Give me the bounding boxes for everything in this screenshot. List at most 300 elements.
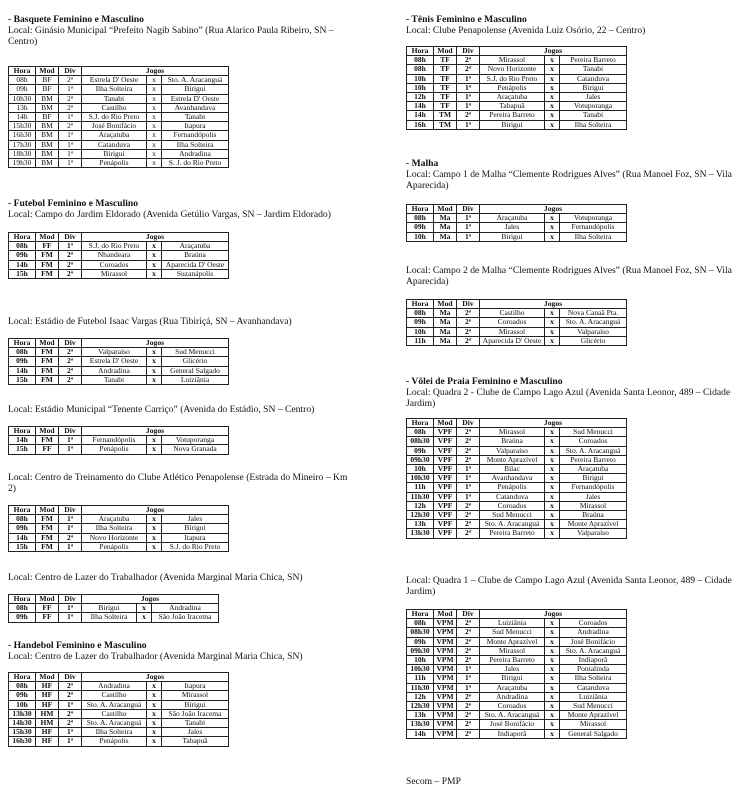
cell-team-a: Monte Aprazível (480, 637, 545, 646)
header-hora: Hora (407, 300, 434, 309)
cell-team-b: Mirassol (560, 720, 627, 729)
cell-mod: BM (36, 159, 59, 168)
malha-header (406, 158, 742, 191)
cell-hora: 08h (407, 309, 434, 318)
header-hora: Hora (407, 419, 434, 428)
cell-team-a: Aparecida D' Oeste (480, 336, 545, 345)
cell-div: 1ª (59, 542, 82, 551)
cell-hora: 10h (407, 83, 434, 92)
cell-mod: BM (36, 94, 59, 103)
cell-hora: 08h (9, 515, 36, 524)
table-row (9, 260, 229, 269)
cell-team-a: Birigui (480, 120, 545, 129)
cell-team-b: Itapura (162, 122, 229, 131)
cell-mod: FM (36, 436, 59, 445)
cell-mod: FM (36, 524, 59, 533)
cell-mod: VPF (434, 483, 457, 492)
cell-team-a: Araçatuba (480, 214, 545, 223)
cell-team-b: Aparecida D' Oeste (162, 260, 229, 269)
cell-vs: x (545, 637, 560, 646)
cell-mod: HF (36, 728, 59, 737)
cell-mod: Ma (434, 214, 457, 223)
cell-vs: x (545, 309, 560, 318)
cell-vs: x (545, 214, 560, 223)
cell-mod: VPM (434, 646, 457, 655)
cell-hora: 11h (407, 336, 434, 345)
cell-team-b: Andradina (162, 149, 229, 158)
cell-hora: 14h (9, 113, 36, 122)
cell-hora: 09h (407, 446, 434, 455)
cell-team-b: Birigui (560, 474, 627, 483)
table-row (407, 232, 627, 241)
cell-hora: 08h (9, 682, 36, 691)
cell-hora: 08h (9, 604, 36, 613)
cell-team-b: José Bonifácio (560, 637, 627, 646)
schedule-table (8, 232, 229, 279)
cell-div: 2ª (59, 76, 82, 85)
cell-team-a: Nhandeara (82, 251, 147, 260)
cell-team-a: Ilha Solteira (82, 524, 147, 533)
cell-mod: TM (434, 120, 457, 129)
cell-vs: x (147, 542, 162, 551)
cell-div: 1ª (457, 102, 480, 111)
cell-hora: 08h (9, 242, 36, 251)
tenis-header (406, 14, 645, 36)
cell-team-b: Birigui (162, 524, 229, 533)
cell-team-b: Votuporanga (162, 436, 229, 445)
cell-div: 2ª (457, 111, 480, 120)
table-row (407, 437, 627, 446)
cell-hora: 11h30 (407, 492, 434, 501)
cell-team-a: Andradina (82, 366, 147, 375)
location-text: Local: Quadra 1 – Clube de Campo Lago Azul (Avenida Santa Leonor, 489 – Cidade Jardim) (406, 575, 732, 597)
header-jogos: Jogos (82, 427, 229, 436)
cell-hora: 11h (407, 483, 434, 492)
table-row (9, 159, 229, 168)
cell-team-a: Mirassol (480, 56, 545, 65)
cell-team-b: Sud Menucci (560, 702, 627, 711)
cell-team-b: Birigui (162, 85, 229, 94)
cell-hora: 12h (407, 93, 434, 102)
cell-mod: BF (36, 85, 59, 94)
cell-hora: 13h (407, 711, 434, 720)
cell-mod: Ma (434, 223, 457, 232)
cell-vs: x (545, 474, 560, 483)
table-row (9, 542, 229, 551)
header-jogos: Jogos (82, 595, 219, 604)
cell-mod: VPF (434, 465, 457, 474)
cell-div: 2ª (457, 318, 480, 327)
cell-hora: 10h (407, 656, 434, 665)
header-div: Div (59, 673, 82, 682)
cell-team-a: Valparaíso (82, 348, 147, 357)
cell-hora: 14h (9, 436, 36, 445)
cell-team-a: Tanabi (82, 375, 147, 384)
cell-hora: 11h (407, 674, 434, 683)
cell-vs: x (545, 455, 560, 464)
cell-hora: 09h (9, 85, 36, 94)
cell-hora: 10h (407, 74, 434, 83)
cell-team-a: Catanduva (480, 492, 545, 501)
header-mod: Mod (434, 610, 457, 619)
table-row (407, 637, 627, 646)
cell-team-b: Mirassol (560, 501, 627, 510)
cell-mod: TF (434, 83, 457, 92)
cell-hora: 19h30 (9, 159, 36, 168)
cell-mod: TF (434, 102, 457, 111)
cell-div: 1ª (59, 737, 82, 746)
cell-team-b: Avanhandava (162, 103, 229, 112)
cell-vs: x (147, 533, 162, 542)
table-row (9, 613, 219, 622)
cell-team-b: Glicério (560, 336, 627, 345)
cell-mod: VPM (434, 692, 457, 701)
cell-vs: x (137, 604, 152, 613)
header-mod: Mod (36, 595, 59, 604)
cell-vs: x (545, 520, 560, 529)
cell-vs: x (147, 682, 162, 691)
table-row (9, 269, 229, 278)
cell-team-b: Sto. A. Aracanguá (560, 318, 627, 327)
table-row (407, 65, 627, 74)
header-hora: Hora (9, 673, 36, 682)
cell-team-b: Andradina (152, 604, 219, 613)
cell-team-b: General Salgado (560, 729, 627, 738)
cell-team-a: Coroados (480, 318, 545, 327)
header-div: Div (457, 300, 480, 309)
cell-team-a: Estrela D' Oeste (82, 357, 147, 366)
table-row (407, 111, 627, 120)
cell-vs: x (545, 665, 560, 674)
cell-hora: 14h (407, 102, 434, 111)
table-row (407, 683, 627, 692)
table-row (9, 533, 229, 542)
cell-team-a: Bilac (480, 465, 545, 474)
cell-team-b: Ilha Solteira (560, 232, 627, 241)
cell-team-b: Fernandópolis (560, 483, 627, 492)
cell-vs: x (545, 232, 560, 241)
cell-mod: BM (36, 122, 59, 131)
cell-hora: 15h (9, 445, 36, 454)
header-hora: Hora (407, 205, 434, 214)
cell-mod: FM (36, 542, 59, 551)
cell-vs: x (545, 120, 560, 129)
cell-hora: 13h30 (407, 529, 434, 538)
cell-team-a: Andradina (82, 682, 147, 691)
cell-team-b: Luiziânia (560, 692, 627, 701)
cell-team-b: Tanabi (162, 113, 229, 122)
header-mod: Mod (36, 67, 59, 76)
cell-team-b: S.J. do Rio Preto (162, 542, 229, 551)
cell-div: 2ª (457, 455, 480, 464)
location-text: Local: Campo 1 de Malha “Clemente Rodrigues Alves” (Rua Manoel Foz, SN – Vila Aparecida) (406, 169, 732, 191)
cell-hora: 08h30 (407, 628, 434, 637)
location-text: Local: Quadra 2 - Clube de Campo Lago Azul (Avenida Santa Leonor, 489 – Cidade Jardim) (406, 387, 731, 409)
table-row (407, 674, 627, 683)
cell-hora: 13h30 (9, 709, 36, 718)
cell-hora: 15h (9, 542, 36, 551)
table-row (407, 223, 627, 232)
cell-hora: 13h30 (407, 720, 434, 729)
cell-div: 2ª (457, 336, 480, 345)
cell-mod: FM (36, 366, 59, 375)
location-text: Local: Centro de Lazer do Trabalhador (Avenida Marginal Maria Chica, SN) (8, 572, 303, 583)
cell-vs: x (147, 375, 162, 384)
cell-hora: 08h (407, 214, 434, 223)
cell-div: 2ª (457, 309, 480, 318)
cell-team-a: Araçatuba (82, 131, 147, 140)
cell-team-b: Birigui (162, 700, 229, 709)
header-jogos: Jogos (82, 67, 229, 76)
cell-div: 2ª (457, 711, 480, 720)
cell-hora: 14h (407, 729, 434, 738)
cell-mod: FF (36, 242, 59, 251)
header-div: Div (457, 610, 480, 619)
cell-hora: 09h30 (407, 646, 434, 655)
cell-team-a: Novo Horizonte (480, 65, 545, 74)
futebol-local-2 (8, 316, 292, 327)
cell-div: 1ª (59, 728, 82, 737)
cell-team-b: General Salgado (162, 366, 229, 375)
cell-div: 1ª (457, 83, 480, 92)
cell-team-a: Penápolis (82, 542, 147, 551)
cell-div: 2ª (457, 619, 480, 628)
header-mod: Mod (36, 427, 59, 436)
cell-mod: VPM (434, 656, 457, 665)
cell-hora: 12h (407, 692, 434, 701)
cell-div: 2ª (457, 437, 480, 446)
cell-team-a: Mirassol (480, 646, 545, 655)
location-text: Local: Estádio Municipal “Tenente Carriço” (Avenida do Estádio, SN – Centro) (8, 404, 315, 415)
cell-team-b: Coroados (560, 437, 627, 446)
cell-vs: x (147, 700, 162, 709)
cell-hora: 15h (9, 269, 36, 278)
cell-div: 1ª (59, 131, 82, 140)
cell-div: 1ª (59, 604, 82, 613)
cell-team-b: Estrela D' Oeste (162, 94, 229, 103)
table-row (407, 327, 627, 336)
cell-mod: BF (36, 76, 59, 85)
cell-team-a: Pereira Barreto (480, 529, 545, 538)
header-mod: Mod (434, 300, 457, 309)
cell-team-b: Pereira Barreto (560, 56, 627, 65)
table-row (9, 131, 229, 140)
table-row (407, 446, 627, 455)
cell-vs: x (147, 159, 162, 168)
cell-team-b: Nova Canaã Pta. (560, 309, 627, 318)
cell-div: 2ª (59, 375, 82, 384)
cell-vs: x (147, 140, 162, 149)
schedule-table (8, 426, 229, 455)
header-div: Div (457, 419, 480, 428)
cell-mod: HM (36, 709, 59, 718)
cell-vs: x (545, 692, 560, 701)
cell-vs: x (545, 674, 560, 683)
cell-mod: FF (36, 613, 59, 622)
cell-mod: HF (36, 691, 59, 700)
header-hora: Hora (407, 610, 434, 619)
cell-vs: x (147, 719, 162, 728)
cell-team-b: Glicério (162, 357, 229, 366)
cell-div: 1ª (457, 683, 480, 692)
cell-mod: FF (36, 604, 59, 613)
cell-hora: 17h30 (9, 140, 36, 149)
table-row (407, 74, 627, 83)
cell-team-b: Tanabi (560, 111, 627, 120)
section-title: - Malha (406, 158, 439, 169)
cell-div: 2ª (457, 511, 480, 520)
header-hora: Hora (9, 233, 36, 242)
cell-div: 1ª (59, 515, 82, 524)
cell-team-a: Castilho (82, 691, 147, 700)
cell-hora: 09h (407, 637, 434, 646)
cell-team-a: Braúna (480, 437, 545, 446)
cell-team-a: Sto. A. Aracanguá (82, 719, 147, 728)
location-text: Local: Centro de Treinamento do Clube Atlético Penapolense (Estrada do Mineiro – Km 2) (8, 472, 348, 494)
cell-mod: VPF (434, 511, 457, 520)
cell-mod: VPF (434, 455, 457, 464)
cell-team-a: Castilho (82, 103, 147, 112)
table-row (9, 366, 229, 375)
cell-team-a: Sto. A. Aracanguá (480, 711, 545, 720)
cell-div: 1ª (457, 483, 480, 492)
table-row (407, 720, 627, 729)
cell-team-b: Braúna (162, 251, 229, 260)
cell-team-b: Itapura (162, 533, 229, 542)
cell-mod: VPF (434, 437, 457, 446)
cell-div: 1ª (59, 159, 82, 168)
futebol-local-4 (8, 472, 348, 494)
location-text: Local: Estádio de Futebol Isaac Vargas (Rua Tibiriçá, SN – Avanhandava) (8, 316, 292, 327)
cell-div: 1ª (59, 445, 82, 454)
volei-local-2 (406, 575, 742, 597)
schedule-table (406, 609, 627, 739)
cell-vs: x (545, 646, 560, 655)
cell-team-a: Birigui (82, 149, 147, 158)
cell-hora: 08h (407, 428, 434, 437)
cell-team-b: S. J. do Rio Preto (162, 159, 229, 168)
cell-team-b: Monte Aprazível (560, 711, 627, 720)
cell-team-b: São João Iracema (162, 709, 229, 718)
cell-team-b: Braúna (560, 511, 627, 520)
cell-team-a: Tabapuã (480, 102, 545, 111)
cell-vs: x (147, 131, 162, 140)
cell-vs: x (147, 737, 162, 746)
cell-team-a: Pereira Barreto (480, 656, 545, 665)
cell-team-a: Birigui (480, 674, 545, 683)
cell-team-b: Pereira Barreto (560, 455, 627, 464)
cell-div: 2ª (59, 348, 82, 357)
cell-div: 1ª (59, 524, 82, 533)
cell-div: 1ª (457, 223, 480, 232)
cell-team-a: Fernandópolis (82, 436, 147, 445)
header-hora: Hora (9, 506, 36, 515)
cell-mod: Ma (434, 318, 457, 327)
cell-vs: x (545, 446, 560, 455)
cell-team-a: Coroados (480, 501, 545, 510)
cell-team-a: Catanduva (82, 140, 147, 149)
cell-team-b: Tanabi (162, 719, 229, 728)
location-text: Local: Campo do Jardim Eldorado (Avenida Getúlio Vargas, SN – Jardim Eldorado) (8, 209, 331, 220)
cell-vs: x (147, 122, 162, 131)
cell-team-b: São João Iracema (152, 613, 219, 622)
header-mod: Mod (36, 339, 59, 348)
header-hora: Hora (9, 427, 36, 436)
cell-hora: 16h30 (9, 737, 36, 746)
cell-vs: x (147, 357, 162, 366)
handebol-header (8, 640, 303, 662)
section-title: - Vôlei de Praia Feminino e Masculino (406, 376, 563, 387)
cell-mod: FF (36, 445, 59, 454)
cell-mod: BM (36, 140, 59, 149)
cell-team-a: Mirassol (480, 327, 545, 336)
cell-vs: x (545, 683, 560, 692)
cell-div: 2ª (59, 357, 82, 366)
cell-mod: VPF (434, 501, 457, 510)
cell-vs: x (545, 437, 560, 446)
header-div: Div (59, 427, 82, 436)
cell-hora: 09h (407, 223, 434, 232)
cell-mod: Ma (434, 232, 457, 241)
cell-team-a: José Bonifácio (82, 122, 147, 131)
cell-mod: VPM (434, 665, 457, 674)
cell-div: 1ª (59, 85, 82, 94)
table-row (407, 529, 627, 538)
table-row (9, 140, 229, 149)
cell-div: 1ª (457, 214, 480, 223)
cell-mod: VPM (434, 637, 457, 646)
cell-div: 2ª (59, 719, 82, 728)
cell-mod: TM (434, 111, 457, 120)
cell-vs: x (545, 83, 560, 92)
cell-mod: BM (36, 131, 59, 140)
futebol-local-3 (8, 404, 314, 415)
cell-team-a: Sto. A. Aracanguá (82, 700, 147, 709)
cell-mod: Ma (434, 327, 457, 336)
header-div: Div (59, 506, 82, 515)
cell-team-a: Coroados (82, 260, 147, 269)
cell-mod: TF (434, 65, 457, 74)
cell-div: 2ª (59, 691, 82, 700)
cell-hora: 09h (9, 357, 36, 366)
cell-team-b: Ilha Solteira (162, 140, 229, 149)
table-row (407, 628, 627, 637)
cell-team-a: José Bonifácio (480, 720, 545, 729)
cell-mod: Ma (434, 309, 457, 318)
header-div: Div (59, 67, 82, 76)
cell-vs: x (147, 348, 162, 357)
cell-mod: BM (36, 103, 59, 112)
cell-team-a: Avanhandava (480, 474, 545, 483)
cell-vs: x (545, 111, 560, 120)
cell-team-a: Monte Aprazível (480, 455, 545, 464)
cell-team-a: Jales (480, 665, 545, 674)
cell-div: 2ª (457, 520, 480, 529)
cell-div: 2ª (457, 501, 480, 510)
cell-mod: VPF (434, 446, 457, 455)
cell-team-a: Novo Horizonte (82, 533, 147, 542)
cell-team-a: Araçatuba (480, 93, 545, 102)
cell-team-a: Sto. A. Aracanguá (480, 520, 545, 529)
schedule-table (8, 672, 229, 747)
table-row (9, 251, 229, 260)
cell-team-b: Jales (162, 515, 229, 524)
cell-hora: 09h30 (407, 455, 434, 464)
header-jogos: Jogos (480, 300, 627, 309)
section-title: - Handebol Feminino e Masculino (8, 640, 147, 651)
cell-vs: x (545, 619, 560, 628)
schedule-table (406, 204, 627, 242)
